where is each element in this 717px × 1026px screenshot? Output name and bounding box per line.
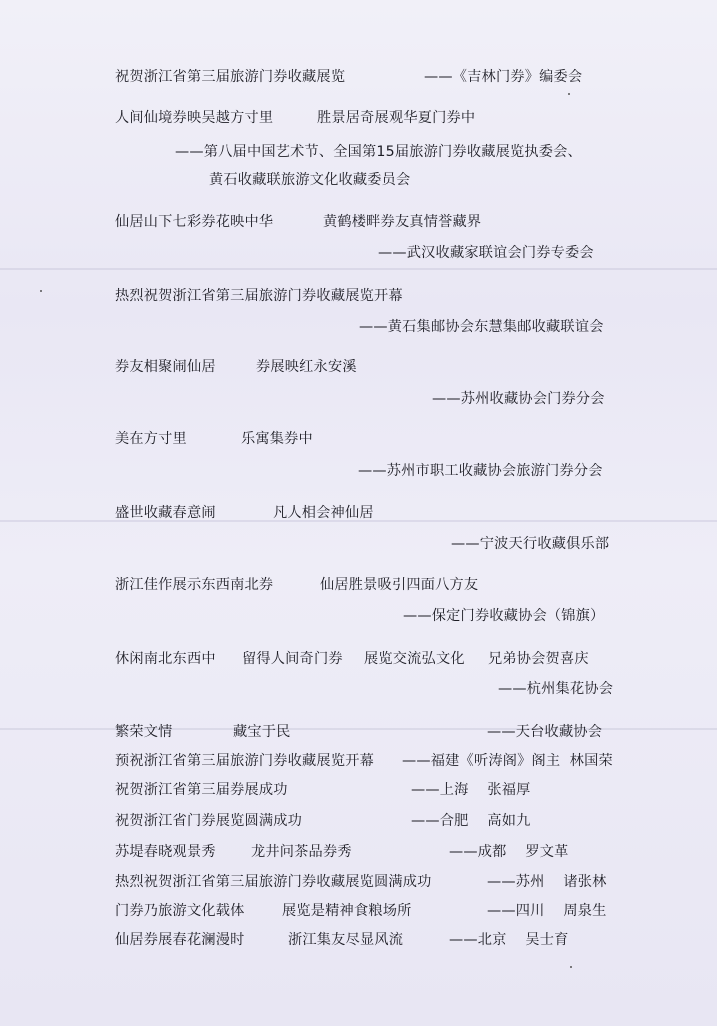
signature-line: ——宁波天行收藏俱乐部 <box>451 536 610 552</box>
text-line: 预祝浙江省第三届旅游门券收藏展览开幕 <box>115 753 374 769</box>
scan-speck <box>570 966 572 968</box>
text-line: 浙江集友尽显风流 <box>288 932 404 948</box>
text-line: 乐寓集券中 <box>241 431 313 447</box>
text-line: 门券乃旅游文化载体 <box>115 903 245 919</box>
text-line: 祝贺浙江省门券展览圆满成功 <box>115 813 303 829</box>
paper-crease <box>0 268 717 270</box>
signature-line: ——天台收藏协会 <box>487 724 603 740</box>
signature-line: ——苏州收藏协会门券分会 <box>432 391 605 407</box>
signature-line: ——成都 罗文革 <box>449 844 569 860</box>
signature-line: ——杭州集花协会 <box>498 681 614 697</box>
signature-line: ——黄石集邮协会东慧集邮收藏联谊会 <box>359 319 604 335</box>
signature-line: ——苏州市职工收藏协会旅游门券分会 <box>358 463 603 479</box>
text-line: 仙居胜景吸引四面八方友 <box>320 577 479 593</box>
scan-speck <box>568 93 570 95</box>
text-line: 休闲南北东西中 <box>115 651 216 667</box>
text-line: 兄弟协会贺喜庆 <box>488 651 589 667</box>
text-line: 藏宝于民 <box>233 724 291 740</box>
text-line: 热烈祝贺浙江省第三届旅游门券收藏展览开幕 <box>115 288 403 304</box>
text-line: 仙居山下七彩券花映中华 <box>115 214 274 230</box>
text-line: 留得人间奇门券 <box>242 651 343 667</box>
text-line: 人间仙境券映吴越方寸里 <box>115 110 274 126</box>
text-line: 龙井问茶品券秀 <box>251 844 352 860</box>
text-line: 胜景居奇展观华夏门券中 <box>317 110 476 126</box>
text-line: 热烈祝贺浙江省第三届旅游门券收藏展览圆满成功 <box>115 874 432 890</box>
text-line: 券展映红永安溪 <box>256 359 357 375</box>
signature-line: ——武汉收藏家联谊会门券专委会 <box>378 245 594 261</box>
text-line: 仙居券展春花澜漫时 <box>115 932 245 948</box>
signature-line: ——第八届中国艺术节、全国第15届旅游门券收藏展览执委会、 <box>175 144 582 160</box>
text-line: 浙江佳作展示东西南北券 <box>115 577 274 593</box>
signature-line: ——苏州 诸张林 <box>487 874 607 890</box>
text-line: 祝贺浙江省第三届券展成功 <box>115 782 288 798</box>
signature-line: ——上海 张福厚 <box>411 782 531 798</box>
text-line: 券友相聚闹仙居 <box>115 359 216 375</box>
signature-line: ——北京 吴士育 <box>449 932 569 948</box>
text-line: 祝贺浙江省第三届旅游门券收藏展览 <box>115 69 346 85</box>
signature-line: ——四川 周泉生 <box>487 903 607 919</box>
text-line: 盛世收藏春意闹 <box>115 505 216 521</box>
signature-line: ——保定门券收藏协会（锦旗） <box>403 608 605 624</box>
scan-speck <box>40 290 42 292</box>
text-line: 美在方寸里 <box>115 431 187 447</box>
text-line: 黄鹤楼畔券友真情誉藏界 <box>323 214 482 230</box>
text-line: 展览是精神食粮场所 <box>282 903 412 919</box>
text-line: 苏堤春晓观景秀 <box>115 844 216 860</box>
paper-crease <box>0 728 717 730</box>
signature-line: ——《吉林门券》编委会 <box>424 69 583 85</box>
text-line: 凡人相会神仙居 <box>273 505 374 521</box>
text-line: 繁荣文情 <box>115 724 173 740</box>
signature-line: 黄石收藏联旅游文化收藏委员会 <box>209 172 411 188</box>
signature-line: ——福建《听涛阁》阁主 林国荣 <box>402 753 613 769</box>
signature-line: ——合肥 高如九 <box>411 813 531 829</box>
text-line: 展览交流弘文化 <box>364 651 465 667</box>
